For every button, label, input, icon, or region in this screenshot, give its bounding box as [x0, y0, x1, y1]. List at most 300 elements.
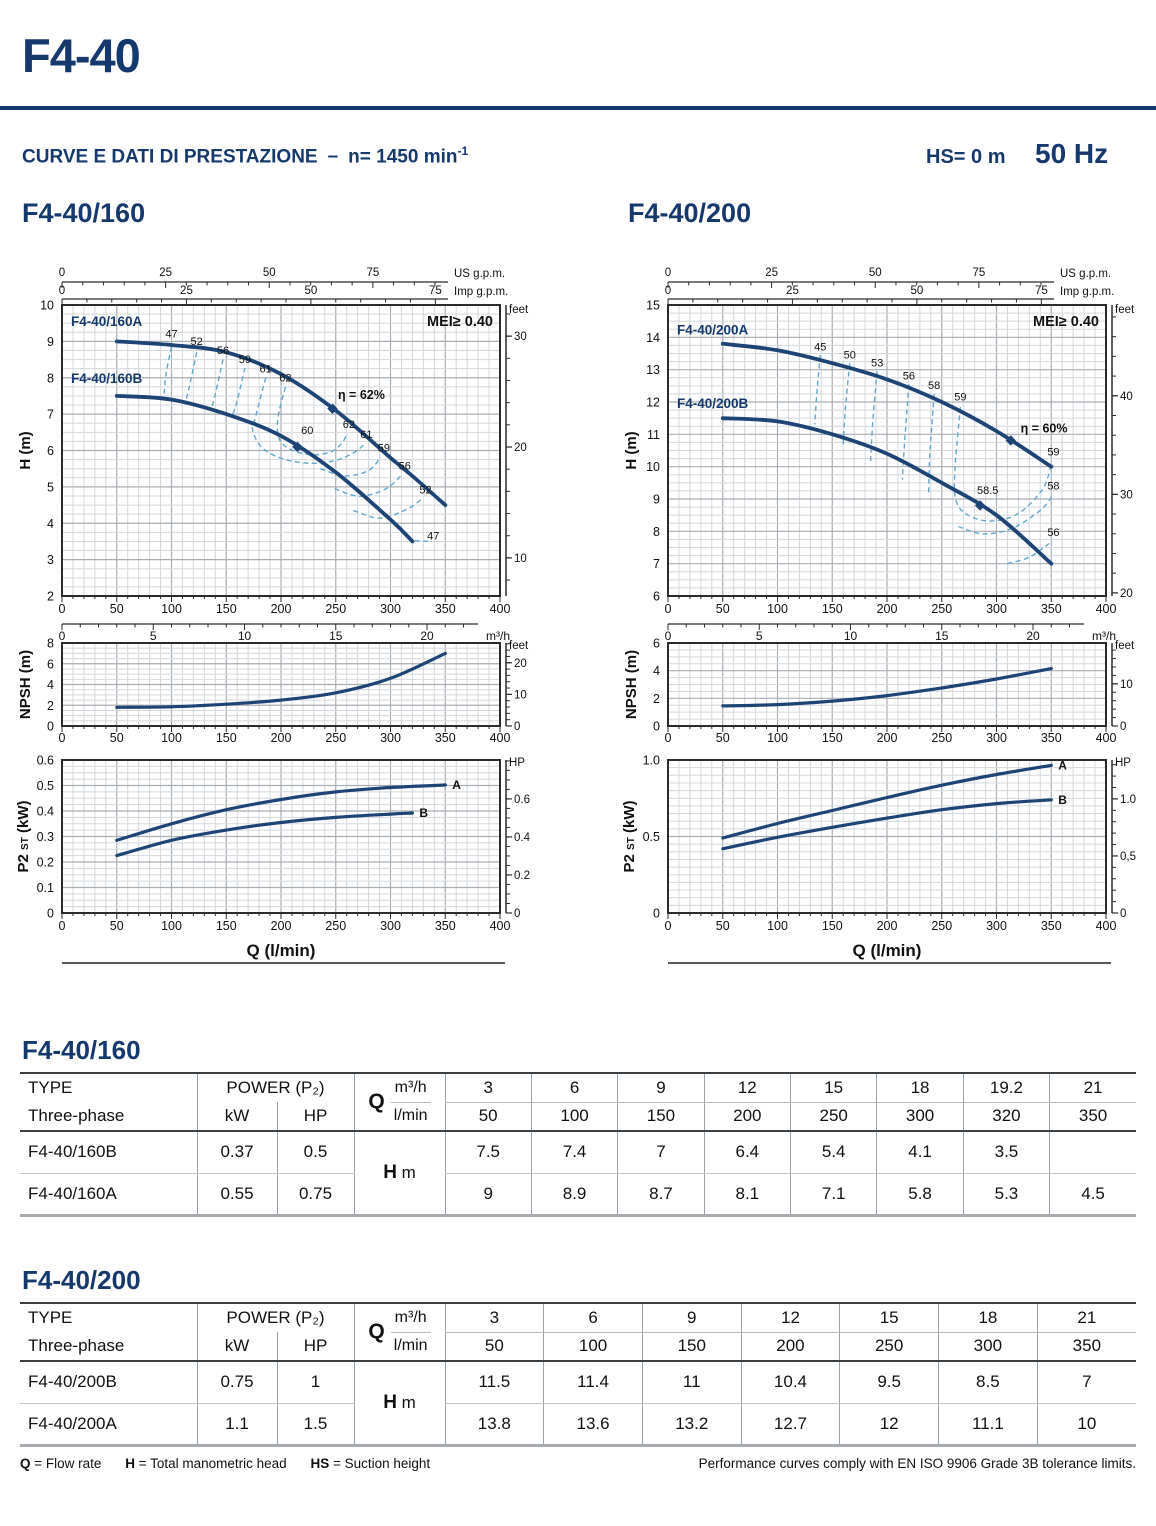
footer-legend: [20, 1456, 450, 1471]
footer-legend-h: H = Total manometric head: [125, 1456, 287, 1471]
x-tick-label: 50: [715, 602, 730, 616]
flow-unit-header: Q m³/h l/min: [354, 1073, 445, 1131]
right-ruler-label: 0: [1120, 908, 1127, 920]
power-kw: 0.37: [197, 1131, 277, 1173]
x-tick-label: 100: [767, 602, 788, 616]
head-value: 8.7: [618, 1173, 704, 1215]
power-hp: 1: [277, 1361, 354, 1403]
pump-type: F4-40/160B: [20, 1131, 197, 1173]
power-hp: 0.5: [277, 1131, 354, 1173]
efficiency-point-label: η = 60%: [1020, 421, 1068, 436]
right-ruler-label: 30: [514, 331, 527, 344]
efficiency-label: 62: [279, 372, 292, 385]
flow-m3h-value: 3: [445, 1303, 544, 1332]
y-tick-label: 4: [47, 516, 54, 531]
x-tick-label: 0: [58, 602, 66, 616]
right-ruler-label: 20: [1120, 587, 1133, 600]
flow-lmin-value: 200: [741, 1332, 840, 1361]
x-tick-label: 300: [380, 919, 401, 933]
efficiency-contour: [843, 363, 850, 445]
x-tick-label: 400: [1095, 602, 1117, 616]
flow-lmin-value: 100: [544, 1332, 643, 1361]
kw-header: kW: [197, 1102, 277, 1131]
x-tick-label: 0: [58, 919, 66, 933]
performance-table: [20, 1072, 1136, 1217]
head-value: 4.5: [1050, 1173, 1136, 1215]
efficiency-label: 56: [398, 460, 411, 473]
head-value: 7: [618, 1131, 704, 1173]
subtitle-speed-exponent: -1: [457, 144, 469, 158]
head-value: 8.9: [531, 1173, 617, 1215]
performance-chart-svg: [606, 256, 1156, 978]
right-ruler-label: 0: [1120, 721, 1127, 733]
efficiency-label: 53: [871, 357, 884, 370]
flow-lmin-value: 320: [963, 1102, 1049, 1131]
m3h-tick-label: 20: [1026, 629, 1040, 643]
y-tick-label: 5: [47, 480, 54, 495]
phase-header: Three-phase: [20, 1332, 197, 1361]
right-ruler-unit: HP: [509, 757, 525, 769]
y-tick-label: 10: [646, 460, 660, 475]
head-value: 13.8: [445, 1403, 544, 1445]
efficiency-label: 58: [927, 380, 941, 393]
pump-type: F4-40/200B: [20, 1361, 197, 1403]
flow-m3h-value: 21: [1050, 1073, 1136, 1102]
efficiency-label: 50: [843, 349, 856, 362]
x-tick-label: 100: [767, 919, 788, 933]
pump-type: F4-40/160A: [28, 1183, 117, 1203]
m3h-tick-label: 5: [149, 629, 157, 643]
right-ruler-unit: feet: [509, 304, 529, 316]
efficiency-label: 56: [902, 370, 916, 383]
flow-lmin-value: 50: [445, 1332, 544, 1361]
x-tick-label: 150: [821, 602, 843, 616]
flow-m3h-value: 19.2: [963, 1073, 1049, 1102]
gpm-tick-label: 0: [664, 285, 672, 297]
y-tick-label: 0.6: [36, 753, 54, 768]
footer-tolerance-note: Performance curves comply with EN ISO 9906 Grade 3B tolerance limits.: [698, 1456, 1136, 1471]
gpm-tick-label: 25: [786, 285, 799, 297]
m3h-tick-label: 0: [58, 629, 66, 643]
efficiency-contour: [815, 355, 821, 425]
x-tick-label: 350: [434, 919, 456, 933]
x-tick-label: 100: [161, 602, 182, 616]
y-tick-label: 6: [47, 444, 54, 458]
y-tick-label: 15: [646, 298, 660, 313]
right-ruler-unit: feet: [509, 640, 529, 652]
y-tick-label: 8: [653, 524, 660, 539]
efficiency-label: 60: [301, 425, 314, 438]
mei-label: MEI≥ 0.40: [427, 314, 493, 330]
y-tick-label: 0.5: [642, 830, 660, 844]
head-value: 3.5: [963, 1131, 1049, 1173]
y-tick-label: 9: [47, 334, 54, 349]
y-tick-label: 4: [653, 664, 660, 679]
performance-table: [20, 1302, 1136, 1447]
flow-lmin-value: 250: [840, 1332, 939, 1361]
x-tick-label: 100: [161, 731, 182, 745]
head-unit-cell: H m: [354, 1361, 445, 1445]
power-hp: 0.75: [277, 1173, 354, 1215]
efficiency-contour: [929, 394, 935, 496]
y-tick-label: 14: [646, 330, 660, 345]
y-axis-title: P2 ST (kW): [15, 800, 32, 873]
mei-label: MEI≥ 0.40: [1033, 314, 1099, 330]
head-value: 13.2: [642, 1403, 741, 1445]
x-tick-label: 400: [489, 731, 511, 745]
pump-type: F4-40/200A: [28, 1413, 117, 1433]
head-value: 11.5: [445, 1361, 544, 1403]
y-tick-label: 9: [653, 492, 660, 507]
x-tick-label: 50: [109, 731, 124, 745]
phase-header: Three-phase: [20, 1102, 197, 1131]
y-axis-title: H (m): [623, 431, 640, 470]
curve-end-label-B: B: [419, 806, 429, 821]
x-tick-label: 150: [215, 602, 237, 616]
y-tick-label: 0.3: [36, 830, 54, 844]
hp-header: HP: [277, 1332, 354, 1361]
x-tick-label: 200: [270, 731, 292, 745]
y-tick-label: 3: [47, 553, 54, 568]
x-tick-label: 300: [380, 731, 401, 745]
curve-label-F4-40/160A: F4-40/160A: [71, 314, 143, 330]
table-row: [20, 1361, 1136, 1403]
x-tick-label: 150: [215, 919, 237, 933]
head-value: 7.4: [531, 1131, 617, 1173]
right-ruler-unit: feet: [1115, 640, 1135, 652]
flow-lmin-value: 250: [791, 1102, 877, 1131]
table-row: [20, 1131, 1136, 1173]
power-header: POWER (P₂): [197, 1303, 354, 1332]
subtitle-text: CURVE E DATI DI PRESTAZIONE: [22, 146, 318, 168]
m3h-tick-label: 10: [237, 629, 252, 643]
y-tick-label: 0.2: [36, 855, 54, 870]
flow-m3h-value: 15: [840, 1303, 939, 1332]
power-kw: 0.75: [197, 1361, 277, 1403]
x-tick-label: 50: [715, 731, 730, 745]
x-tick-label: 250: [931, 602, 953, 616]
curve-label-F4-40/160B: F4-40/160B: [71, 371, 143, 387]
y-tick-label: 6: [653, 636, 660, 651]
efficiency-label: 59: [1047, 446, 1060, 459]
efficiency-contour: [211, 360, 223, 411]
head-value: 11.1: [939, 1403, 1038, 1445]
x-tick-label: 350: [1040, 731, 1062, 745]
suction-height-label: HS= 0 m: [926, 146, 1006, 168]
gpm-tick-label: 50: [304, 285, 318, 297]
flow-lmin-value: 300: [939, 1332, 1038, 1361]
type-header: TYPE: [28, 1308, 73, 1327]
x-tick-label: 400: [1095, 731, 1117, 745]
right-ruler-label: 0: [514, 908, 521, 920]
page-title: F4-40: [22, 29, 140, 82]
efficiency-contour: [232, 368, 245, 416]
flow-lmin-value: 350: [1050, 1102, 1136, 1131]
table-header-row: [20, 1332, 1136, 1361]
table-header-row: [20, 1102, 1136, 1131]
table-header-row: [20, 1303, 1136, 1332]
y-axis-title: H (m): [17, 431, 34, 470]
y-tick-label: 7: [653, 557, 660, 572]
gpm-tick-label: 50: [910, 285, 924, 297]
y-tick-label: 0.4: [36, 804, 54, 819]
gpm-tick-label: 25: [180, 285, 193, 297]
gpm-tick-label: 75: [972, 267, 986, 279]
power-kw: 0.55: [197, 1173, 277, 1215]
head-value: 5.3: [963, 1173, 1049, 1215]
flow-lmin-value: 300: [877, 1102, 963, 1131]
subtitle-speed: n= 1450 min: [348, 146, 458, 168]
flow-lmin-value: 350: [1037, 1332, 1136, 1361]
head-value: 7.5: [445, 1131, 531, 1173]
gpm-tick-label: 25: [159, 267, 173, 279]
right-ruler-label: 0: [514, 721, 521, 733]
right-ruler-label: 0.2: [514, 869, 530, 882]
gpm-tick-label: 50: [262, 267, 276, 279]
right-ruler-label: 0,5: [1120, 850, 1136, 863]
efficiency-label: 47: [165, 328, 178, 341]
y-tick-label: 0: [47, 719, 54, 734]
gpm-unit-label: US g.p.m.: [1060, 268, 1112, 280]
section-title-160: F4-40/160: [22, 198, 146, 228]
y-axis-title: NPSH (m): [623, 649, 640, 720]
head-value: 7: [1037, 1361, 1136, 1403]
right-ruler-label: 10: [514, 552, 527, 565]
right-ruler-label: 0.6: [514, 793, 530, 806]
y-tick-label: 6: [47, 657, 54, 672]
x-tick-label: 300: [380, 602, 401, 616]
flow-lmin-value: 200: [704, 1102, 790, 1131]
gpm-tick-label: 75: [366, 267, 380, 279]
flow-m3h-value: 12: [704, 1073, 790, 1102]
x-tick-label: 150: [215, 731, 237, 745]
y-tick-label: 11: [647, 427, 660, 442]
x-tick-label: 400: [489, 919, 511, 933]
efficiency-label: 58.5: [977, 485, 999, 498]
type-header: TYPE: [28, 1078, 73, 1097]
right-ruler-label: 20: [514, 657, 527, 670]
x-tick-label: 250: [325, 731, 347, 745]
x-tick-label: 150: [821, 731, 843, 745]
flow-m3h-value: 15: [791, 1073, 877, 1102]
y-tick-label: 7: [47, 407, 54, 422]
head-value: 10: [1037, 1403, 1136, 1445]
y-tick-label: 6: [653, 589, 660, 604]
performance-chart-svg: [0, 256, 578, 978]
x-tick-label: 100: [767, 731, 788, 745]
flow-m3h-value: 18: [939, 1303, 1038, 1332]
x-tick-label: 250: [931, 919, 953, 933]
head-value: 5.4: [791, 1131, 877, 1173]
y-tick-label: 0: [47, 906, 54, 921]
x-tick-label: 400: [489, 602, 511, 616]
gpm-unit-label: US g.p.m.: [454, 268, 506, 280]
efficiency-label: 61: [360, 429, 373, 442]
efficiency-label: 59: [238, 354, 251, 367]
y-tick-label: 0: [653, 719, 660, 734]
head-value: 9.5: [840, 1361, 939, 1403]
x-tick-label: 0: [58, 731, 66, 745]
m3h-tick-label: 10: [843, 629, 858, 643]
head-value: 11: [642, 1361, 741, 1403]
y-tick-label: 10: [40, 298, 54, 313]
x-tick-label: 350: [1040, 919, 1062, 933]
table-row: [20, 1173, 1136, 1215]
table-heading: F4-40/160: [22, 1035, 141, 1065]
curve-end-label-A: A: [452, 777, 461, 792]
efficiency-contour: [164, 347, 172, 399]
x-tick-label: 300: [986, 919, 1007, 933]
x-tick-label: 250: [325, 602, 347, 616]
flow-lmin-value: 100: [531, 1102, 617, 1131]
efficiency-label: 52: [419, 484, 432, 497]
x-tick-label: 300: [986, 602, 1007, 616]
x-tick-label: 200: [270, 602, 292, 616]
flow-m3h-value: 9: [642, 1303, 741, 1332]
efficiency-label: 47: [427, 530, 440, 543]
head-value: 9: [445, 1173, 531, 1215]
head-value: 13.6: [544, 1403, 643, 1445]
m3h-tick-label: 15: [935, 629, 949, 643]
efficiency-label: 61: [259, 363, 272, 376]
right-ruler-unit: feet: [1115, 304, 1135, 316]
head-unit-cell: H m: [354, 1131, 445, 1215]
x-tick-label: 400: [1095, 919, 1117, 933]
flow-lmin-value: 150: [642, 1332, 741, 1361]
table-f4-40-160: [20, 1036, 1136, 1217]
m3h-unit-label: m³/h: [486, 629, 510, 643]
right-ruler-label: 10: [514, 689, 527, 702]
flow-lmin-value: 150: [618, 1102, 704, 1131]
right-ruler-label: 0.4: [514, 831, 530, 844]
gpm-tick-label: 25: [765, 267, 779, 279]
gpm-tick-label: 75: [1034, 285, 1048, 297]
gpm-tick-label: 75: [428, 285, 442, 297]
head-value: 4.1: [877, 1131, 963, 1173]
x-tick-label: 200: [876, 731, 898, 745]
efficiency-label: 45: [814, 341, 827, 354]
y-tick-label: 8: [47, 636, 54, 651]
hp-header: HP: [277, 1102, 354, 1131]
head-value: 11.4: [544, 1361, 643, 1403]
gpm-tick-label: 50: [868, 267, 882, 279]
gpm-tick-label: 0: [664, 267, 672, 279]
y-tick-label: 0.1: [36, 881, 54, 895]
x-tick-label: 100: [161, 919, 182, 933]
curve-end-label-A: A: [1058, 758, 1067, 773]
right-ruler-unit: HP: [1115, 757, 1131, 769]
y-tick-label: 2: [653, 691, 660, 706]
gpm-tick-label: 0: [58, 285, 66, 297]
flow-m3h-value: 6: [531, 1073, 617, 1102]
x-tick-label: 0: [664, 731, 672, 745]
power-header: POWER (P₂): [197, 1073, 354, 1102]
m3h-tick-label: 15: [329, 629, 343, 643]
m3h-unit-label: m³/h: [1092, 629, 1116, 643]
x-tick-label: 0: [664, 919, 672, 933]
chart-column-160: [0, 256, 578, 978]
flow-m3h-value: 9: [618, 1073, 704, 1102]
x-tick-label: 200: [270, 919, 292, 933]
flow-lmin-value: 50: [445, 1102, 531, 1131]
flow-m3h-value: 21: [1037, 1303, 1136, 1332]
x-axis-title: Q (l/min): [246, 941, 316, 960]
subtitle: [22, 144, 468, 168]
efficiency-label: 56: [216, 345, 230, 358]
flow-unit-header: Q m³/h l/min: [354, 1303, 445, 1361]
subtitle-separator: –: [327, 146, 339, 168]
right-ruler-label: 10: [1120, 678, 1133, 691]
footer: [20, 1456, 1136, 1471]
x-tick-label: 250: [325, 919, 347, 933]
x-tick-label: 300: [986, 731, 1007, 745]
x-tick-label: 50: [715, 919, 730, 933]
x-tick-label: 50: [109, 602, 124, 616]
title-rule: [0, 106, 1156, 110]
flow-m3h-value: 18: [877, 1073, 963, 1102]
x-tick-label: 200: [876, 919, 898, 933]
flow-m3h-value: 6: [544, 1303, 643, 1332]
m3h-tick-label: 5: [755, 629, 763, 643]
right-ruler-label: 20: [514, 442, 527, 455]
y-axis-title: NPSH (m): [17, 649, 34, 720]
curve-label-F4-40/200A: F4-40/200A: [677, 322, 749, 338]
flow-m3h-value: 12: [741, 1303, 840, 1332]
table-header-row: [20, 1073, 1136, 1102]
right-ruler-label: 30: [1120, 489, 1133, 502]
flow-m3h-value: 3: [445, 1073, 531, 1102]
efficiency-point-label: η = 62%: [337, 387, 385, 402]
x-tick-label: 50: [109, 919, 124, 933]
frequency-label: 50 Hz: [1035, 138, 1109, 169]
x-tick-label: 350: [1040, 602, 1062, 616]
efficiency-label: 59: [377, 442, 391, 455]
head-value: 12: [840, 1403, 939, 1445]
x-axis-title: Q (l/min): [852, 941, 922, 960]
gpm-tick-label: 0: [58, 267, 66, 279]
x-tick-label: 0: [664, 602, 672, 616]
x-tick-label: 250: [931, 731, 953, 745]
y-tick-label: 8: [47, 371, 54, 386]
chart-column-200: [606, 256, 1156, 978]
right-ruler-label: 40: [1120, 390, 1133, 403]
table-row: [20, 1403, 1136, 1445]
footer-legend-q: Q = Flow rate: [20, 1456, 102, 1471]
efficiency-label: 58: [1047, 480, 1060, 493]
head-value: 12.7: [741, 1403, 840, 1445]
gpm-unit-label: Imp g.p.m.: [454, 286, 509, 298]
head-value: 6.4: [704, 1131, 790, 1173]
curve-end-label-B: B: [1058, 792, 1067, 807]
x-tick-label: 150: [821, 919, 843, 933]
head-value: 7.1: [791, 1173, 877, 1215]
head-value: 8.1: [704, 1173, 790, 1215]
x-tick-label: 350: [434, 602, 456, 616]
footer-legend-hs: HS = Suction height: [310, 1456, 431, 1471]
head-value: [1050, 1131, 1136, 1173]
x-tick-label: 350: [434, 731, 456, 745]
y-tick-label: 0.5: [36, 779, 54, 793]
power-kw: 1.1: [197, 1403, 277, 1445]
y-tick-label: 4: [47, 678, 54, 692]
y-tick-label: 2: [47, 589, 54, 604]
head-value: 8.5: [939, 1361, 1038, 1403]
m3h-tick-label: 0: [664, 629, 672, 643]
y-tick-label: 12: [646, 395, 660, 410]
table-heading: F4-40/200: [22, 1265, 141, 1295]
m3h-tick-label: 20: [420, 629, 434, 643]
section-title-200: F4-40/200: [628, 198, 752, 228]
